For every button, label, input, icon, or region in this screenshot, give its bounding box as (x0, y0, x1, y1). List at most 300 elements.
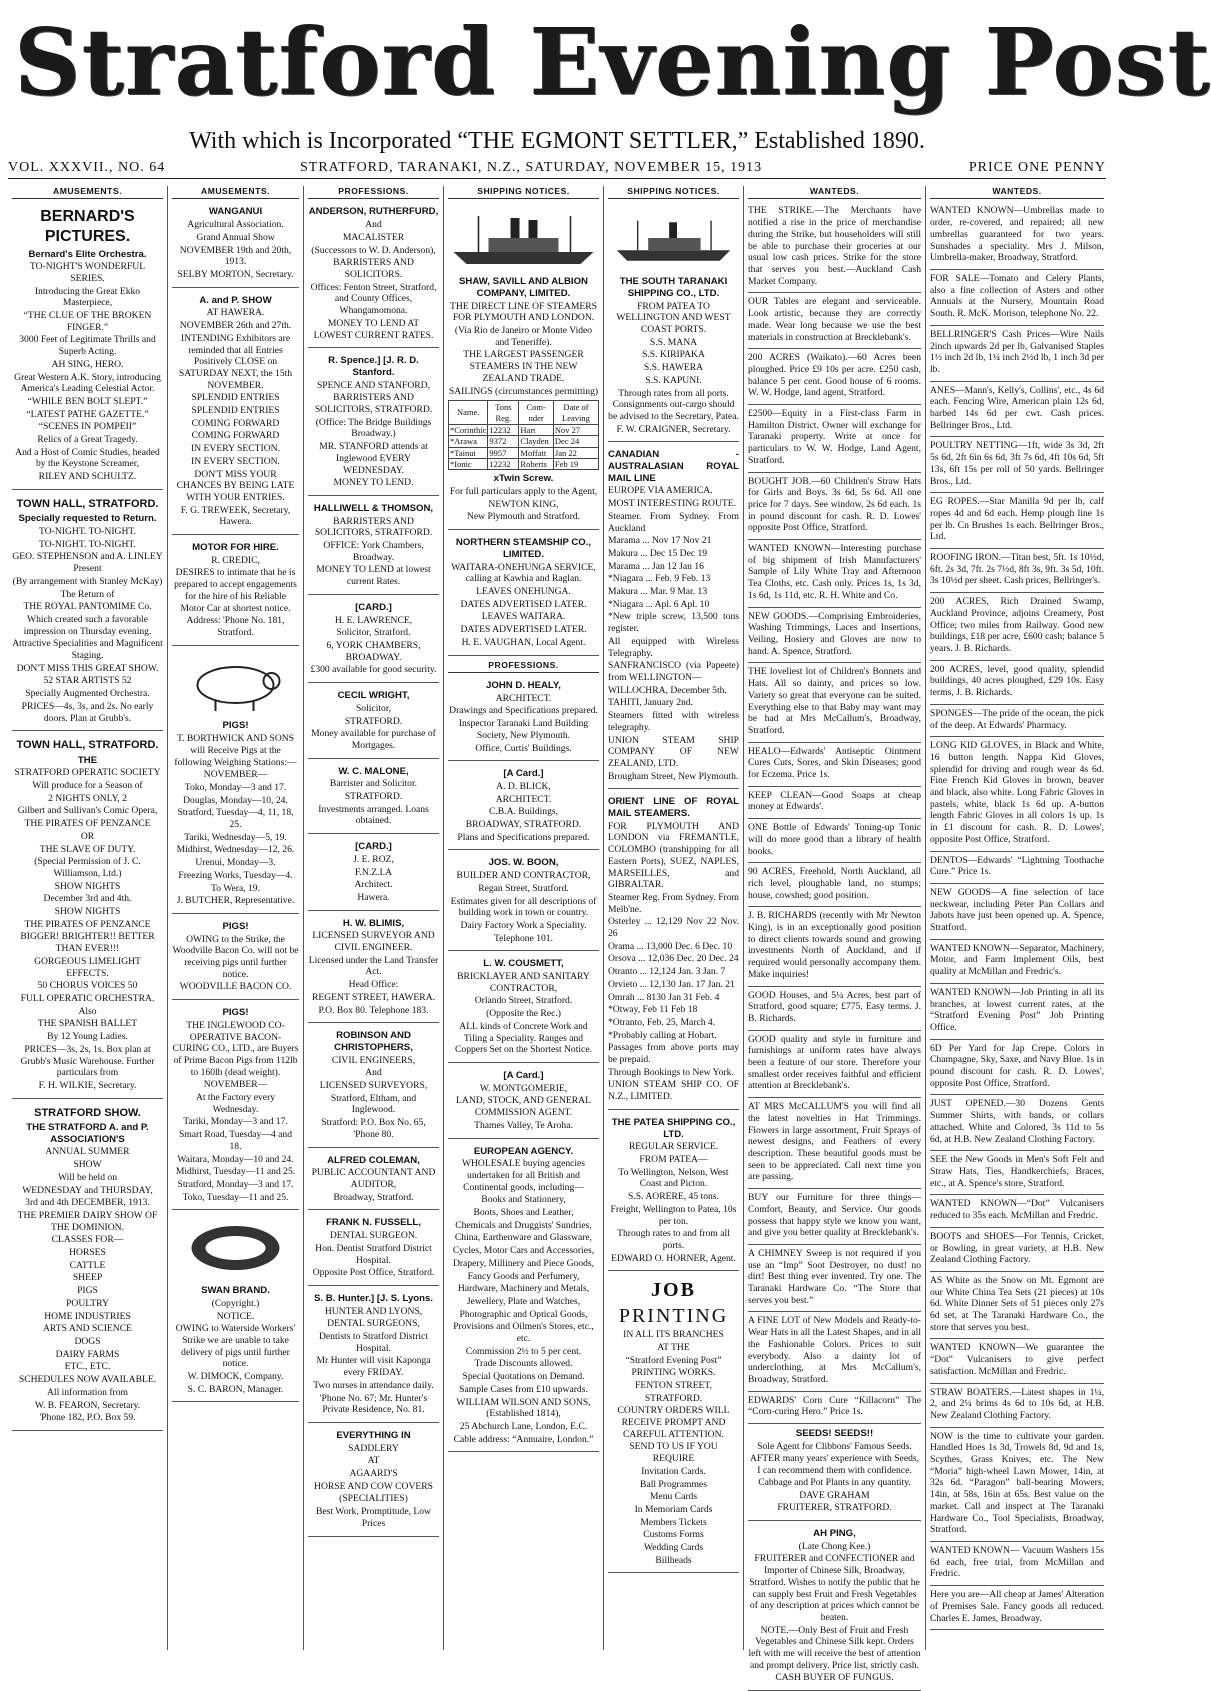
text-line: SAILINGS (circumstances permitting) (448, 385, 599, 397)
text-line: ARCHITECT. (495, 793, 552, 805)
card-cousmett (448, 955, 599, 1063)
text-line: Bernard's Elite Orchestra. (28, 248, 147, 260)
text-line: DAVE GRAHAM (799, 1489, 870, 1501)
text-line: BIGGER! BRIGHTER!! BETTER THAN EVER!!! (20, 931, 155, 955)
text-line: CLASSES FOR— (51, 1234, 124, 1246)
text-line: S.S. KIRIPAKA (642, 349, 705, 361)
text-line: F. W. CRAIGNER, Secretary. (616, 423, 731, 435)
text-line: (SPECIALITIES) (339, 1493, 408, 1505)
text-line: THE ROYAL PANTOMIME Co. (23, 601, 152, 613)
classified-ad: DENTOS—Edwards' “Lightning Toothache Cure.” Price 1s. (930, 853, 1104, 884)
text-line: Fancy Goods and Perfumery, (467, 1270, 580, 1282)
text-line: HORSES (69, 1247, 106, 1259)
classified-ad: ANES—Mann's, Kelly's, Collins', etc., 4s 6d each. Fencing Wire, American plain 12s 6d, barbed 14s 6d per cwt. Cash prices. Bellringer Bros., Ltd. (930, 383, 1104, 438)
text-line: “THE CLUE OF THE BROKEN FINGER.” (23, 310, 152, 333)
text-line: DENTAL SURGEON. (329, 1230, 418, 1242)
text-line: Provisions and Oilmen's Stores, etc., etc. (453, 1321, 594, 1345)
classified-ad: FOR SALE—Tomato and Celery Plants, also a fine collection of Asters and other Annuals at the Nursery, Mountain Road South. R. McK. Morison, telephone No. 22. (930, 271, 1104, 326)
text-line: Waitara, Monday—10 and 24. (177, 1153, 294, 1165)
classified-ad: BUY our Furniture for three things—Comfort, Beauty, and Service. Our goods possess that happy style we know you want, and give you better quality at Brecklebank's. (748, 1190, 921, 1245)
text-line: TO-NIGHT. TO-NIGHT. (39, 538, 136, 550)
text-line: Dentists to Stratford District Hospital. (319, 1331, 428, 1354)
text-line: ALFRED COLEMAN, (327, 1154, 420, 1166)
text-line: F.N.Z.I.A (354, 866, 393, 878)
text-line: (Late Chong Kee.) (798, 1540, 871, 1552)
text-line: MOST INTERESTING ROUTE. (608, 498, 737, 510)
text-line: ORIENT LINE OF ROYAL MAIL STEAMERS. (608, 796, 739, 820)
text-line: xTwin Screw. (493, 473, 554, 485)
text-line: Which created such a favorable impression on Thursday evening. (23, 613, 152, 637)
text-line: China, Earthenware and Glassware, (454, 1232, 593, 1244)
ad-pigs-inglewood (172, 1004, 299, 1210)
text-line: COUNTRY ORDERS WILL RECEIVE PROMPT AND CAREFUL ATTENTION. (617, 1405, 730, 1440)
text-line: Address: 'Phone No. 181, Stratford. (186, 615, 285, 638)
ad-title: TOWN HALL, STRATFORD. (16, 497, 159, 510)
text-line: DOGS (74, 1335, 101, 1347)
card-fussell (308, 1214, 439, 1286)
text-line: Billheads (655, 1554, 692, 1566)
sailings-cell: *Arawa (449, 436, 488, 447)
text-line: STRATFORD. (344, 791, 403, 803)
text-line: THE SLAVE OF DUTY. (39, 843, 136, 855)
text-line: (Copyright.) (211, 1297, 260, 1309)
text-line: AFTER many years' experience with Seeds, I can recommend them with confidence. Cabbage and Pot Plants in any quantity. (749, 1453, 920, 1488)
column-header: PROFESSIONS. (308, 186, 439, 199)
text-line: SWAN BRAND. (201, 1285, 270, 1297)
text-line: Broadway, Stratford. (333, 1191, 414, 1203)
text-line: DATES ADVERTISED LATER. (460, 624, 587, 636)
text-line: ALL kinds of Concrete Work and Tiling a Speciality. Ranges and Coppers Set on the Shortest Notice. (455, 1020, 592, 1056)
card-coleman (308, 1152, 439, 1211)
text-line: EDWARD O. HORNER, Agent. (611, 1252, 736, 1264)
text-line: Through Bookings to New York. (608, 1066, 734, 1078)
text-line: Freight, Wellington to Patea, 10s per ton. (610, 1203, 737, 1227)
sailings-row (449, 459, 599, 470)
text-line: SPLENDID ENTRIES (191, 405, 280, 417)
sailings-cell: Feb 19 (553, 459, 598, 470)
text-line: Stratford, Eltham, and Inglewood. (330, 1092, 417, 1116)
text-line: 2 NIGHTS ONLY, 2 (48, 792, 127, 804)
text-line: HUNTER AND LYONS, (324, 1305, 423, 1317)
text-line: 'Phone No. 67; Mr. Hunter's Private Residence, No. 81. (319, 1392, 428, 1416)
text-line: S.S. AORERE, 45 tons. (628, 1191, 719, 1203)
text-line: EUROPE VIA AMERICA. (608, 485, 713, 497)
text-line: Ball Programmes (640, 1478, 707, 1490)
text-line: THE PATEA SHIPPING CO., LTD. (611, 1116, 736, 1140)
text-line: Urenui, Monday—3. (195, 857, 276, 869)
text-line: “Stratford Evening Post” (625, 1354, 722, 1366)
text-line: And a Host of Comic Studies, headed by the Keystone Screamer, (15, 446, 160, 470)
text-line: P.O. Box 80. Telephone 183. (318, 1004, 429, 1016)
classified-ad: THE loveliest lot of Children's Bonnets and Hats. All so dainty, and prices so low. Variety so great that everyone can be suited. Everything else to that Baby may want may be had at Mrs McCallum's, Broadway, Stratford. (748, 664, 921, 742)
text-line: “WHILE BEN BOLT SLEPT.” (27, 395, 148, 407)
text-line: TO-NIGHT'S WONDERFUL SERIES. (29, 261, 146, 284)
card-cecil-wright (308, 687, 439, 759)
text-line: FENTON STREET, (635, 1379, 712, 1391)
classified-ad: JUST OPENED.—30 Dozens Gents Summer Shirts, with bands, or collars attached. White and Colored, 3s 11d to 5s 6d, at H.B. New Zealand Clothing Factory. (930, 1096, 1104, 1151)
text-line: PRINTING WORKS. (631, 1367, 716, 1379)
text-line: Drapery, Millinery and Piece Goods, (452, 1257, 595, 1269)
text-line: In Memoriam Cards (634, 1503, 713, 1515)
ad-bernards-pictures (12, 203, 163, 489)
text-line: SEND TO US IF YOU REQUIRE (629, 1441, 718, 1465)
text-line: T. BORTHWICK AND SONS will Receive Pigs at the following Weighing Stations:— (174, 733, 297, 768)
text-line: FRUITERER, STRATFORD. (777, 1502, 892, 1514)
text-line: CECIL WRIGHT, (337, 690, 410, 702)
ad-ah-ping (748, 1525, 921, 1691)
text-line: Inspector Taranaki Land Building Society, New Plymouth. (458, 718, 589, 741)
text-line: LAND, STOCK, AND GENERAL COMMISSION AGENT. (456, 1095, 591, 1119)
text-line: NOVEMBER 19th and 20th, 1913. (179, 244, 292, 268)
sailings-cell: *Tainui (449, 447, 488, 458)
classified-ad: WANTED KNOWN—Job Printing in all its branches, at lowest current rates, at the “Stratford Evening Post” Job Printing Office. (930, 985, 1104, 1040)
text-line: AT HAWERA. (206, 307, 265, 319)
text-line: L. W. COUSMETT, (483, 958, 564, 970)
text-line: Menu Cards (649, 1491, 698, 1503)
text-line: RILEY AND SCHULTZ. (38, 471, 137, 483)
text-line: SHEEP (72, 1272, 103, 1284)
sailings-cell: Roberts (519, 459, 554, 470)
card-roz (308, 838, 439, 911)
card-spence-stanford (308, 352, 439, 496)
text-line: STRATFORD. (344, 715, 403, 727)
text-line: WILLIAM WILSON AND SONS, (Established 1814), (456, 1396, 591, 1420)
classified-ad: NEW GOODS—A fine selection of lace neckwear, including Peter Pan Collars and Jabots have just been opened up. A. Spence, Stratford. (930, 885, 1104, 940)
text-line: Tariki, Wednesday—5, 19. (184, 831, 287, 843)
text-line: At the Factory every Wednesday. (195, 1092, 276, 1115)
text-line: Attractive Specialities and Magnificent Staging. (12, 638, 163, 662)
text-line: S. B. Hunter.] [J. S. Lyons. (313, 1292, 434, 1304)
text-line: JOHN D. HEALY, (486, 680, 561, 691)
text-line: HOME INDUSTRIES (44, 1310, 131, 1322)
column-professions (304, 186, 444, 1650)
text-line: W. MONTGOMERIE, (479, 1082, 568, 1094)
text-line: CASH BUYER OF FUNGUS. (775, 1672, 894, 1684)
text-line: Through rates to and from all ports. (617, 1228, 730, 1251)
text-line: Steamer. From Sydney. From Auckland (608, 510, 739, 534)
text-line: 25 Abchurch Lane, London, E.C. (459, 1420, 588, 1432)
classified-ad: BOOTS and SHOES—For Tennis, Cricket, or Bowling, in great variety, at H.B. New Zealand Clothing Factory. (930, 1229, 1104, 1272)
text-line: Midhirst, Tuesday—11 and 25. (175, 1166, 296, 1178)
column-shipping-2 (604, 186, 744, 1650)
text-line: Hardware, Machinery and Metals, (457, 1283, 590, 1295)
text-line: Relics of a Great Tragedy. (37, 434, 138, 446)
text-line: Stratford, Monday—3 and 17. (177, 1179, 294, 1190)
text-line: F. G. TREWEEK, Secretary, Hawera. (180, 504, 291, 528)
text-line: POULTRY (66, 1297, 109, 1309)
text-line: SHOW NIGHTS (54, 880, 121, 892)
sailings-cell: Jan 22 (553, 447, 598, 458)
sailings-row (449, 436, 599, 447)
text-line: Jewellery, Plate and Watches, (466, 1295, 581, 1307)
text-line: Toko, Tuesday—11 and 25. (182, 1191, 289, 1203)
text-line: NOVEMBER— (203, 1079, 268, 1091)
text-line: Specially Augmented Orchestra. (25, 688, 150, 700)
column-header: AMUSEMENTS. (172, 186, 299, 199)
column-shipping-1 (444, 186, 604, 1650)
text-line: SELBY MORTON, Secretary. (177, 269, 294, 280)
text-line: ARTS AND SCIENCE (43, 1323, 132, 1335)
text-line: F. H. WILKIE, Secretary. (38, 1079, 137, 1091)
text-line: BUILDER AND CONTRACTOR, (456, 870, 591, 882)
classified-ad: ONE Bottle of Edwards' Toning-up Tonic will do more good than a library of health books. (748, 820, 921, 863)
classified-ad: WANTED KNOWN—“Dot” Vulcanisers reduced to 35s each. McMillan and Fredric. (930, 1196, 1104, 1227)
ad-northern-steamship (448, 534, 599, 655)
text-line: To Wera, 19. (211, 882, 260, 894)
text-line: W. B. FEARON, Secretary. (34, 1399, 141, 1411)
text-line: LEAVES ONEHUNGA. (476, 586, 571, 597)
text-line: OWING to the Strike, the Woodville Bacon Co. will not be receiving pigs until further notice. (172, 933, 299, 980)
text-line: THE PIRATES OF PENZANCE (24, 918, 151, 930)
ad-title: BERNARD'S PICTURES. (40, 208, 135, 245)
sailings-cell: Clayden (519, 436, 554, 447)
text-line: Licensed under the Land Transfer Act. (308, 954, 439, 978)
classified-ad: HEALO—Edwards' Antiseptic Ointment Cures Cuts, Sores, and Skin Diseases; good for Eczema. Price 1s. (748, 744, 921, 787)
steamship-illustration (608, 208, 739, 268)
text-line: DATES ADVERTISED LATER. (460, 598, 587, 610)
classified-ad: Here you are—All cheap at James' Alteration of Premises Sale. Fancy goods all reduced. Charles E. James, Broadway. (930, 1587, 1104, 1630)
sailings-table (448, 400, 599, 470)
text-line: EUROPEAN AGENCY. (473, 1145, 574, 1157)
text-line: A. and P. SHOW (199, 294, 272, 306)
text-line: R. CREDIC, (211, 554, 260, 566)
text-line: SADDLERY (348, 1442, 399, 1454)
text-line: NORTHERN STEAMSHIP CO., LIMITED. (455, 537, 592, 560)
text-line: ETC., ETC. (64, 1361, 111, 1373)
ad-shaw-savill (448, 203, 599, 530)
text-line: AT (367, 1455, 380, 1467)
text-line: REGENT STREET, HAWERA. (311, 991, 436, 1003)
dateline-bar (8, 160, 1106, 179)
ad-orient-line (608, 793, 739, 1110)
text-line: CIVIL ENGINEERS, (331, 1054, 416, 1066)
text-line: Sample Cases from £10 upwards. (459, 1383, 588, 1395)
text-line: (Opposite the Rec.) (486, 1008, 561, 1020)
text-line: Hon. Dentist Stratford District Hospital. (315, 1242, 432, 1266)
text-line: LICENSED SURVEYORS, (319, 1080, 428, 1092)
classified-ad: 200 ACRES, level, good quality, splendid buildings, 40 acres ploughed, £29 10s. Easy terms, J. B. Richards. (930, 662, 1104, 705)
classified-ad: AT MRS McCALLUM'S you will find all the latest novelties in Hat Trimmings. Flowers in large assortment, Fruit Sprays of newest designs, and Feathers of every description. These beautiful goods must be seen to be appreciated. Call next time you are passing. (748, 1099, 921, 1189)
newspaper-subtitle: With which is Incorporated “THE EGMONT SETTLER,” Established 1890. (189, 128, 925, 154)
ad-operatic-society (12, 735, 163, 1098)
classified-ad: THE STRIKE.—The Merchants have notified a rise in the price of merchandise during the Strike, but householders will still be able to purchase their groceries at our usual low cash prices. Strike for the store that serves you best.—Auckland Cash Market Company. (748, 203, 921, 293)
text-line: Omrah ... 8130 Jan 31 Feb. 4 (608, 991, 720, 1003)
text-line: NOVEMBER— (203, 769, 268, 781)
text-line: Regan Street, Stratford. (478, 882, 569, 894)
text-line: STRATFORD OPERATIC SOCIETY (14, 767, 161, 779)
text-line: 50 CHORUS VOICES 50 (37, 980, 138, 992)
text-line: Agricultural Association. (187, 219, 284, 231)
card-anderson-rutherfurd (308, 203, 439, 348)
text-line: A. D. BLICK, (496, 780, 551, 792)
text-line: Osterley ... 12,129 Nov 22 Nov. 26 (608, 916, 739, 940)
classified-ad: EG ROPES.—Star Manilla 9d per lb, calf ropes 4d and 6d each. Hemp plough line 1s per lb. Cn Brushes 1s each. Bellringer Bros., Ltd. (930, 494, 1104, 549)
text-line: THE LARGEST PASSENGER STEAMERS IN THE NEW ZEALAND TRADE. (463, 349, 584, 384)
text-line: DAIRY FARMS (55, 1348, 120, 1360)
text-line: [A Card.] (503, 1069, 544, 1081)
text-line: PIGS! (222, 920, 249, 932)
text-line: Solicitor, (355, 702, 392, 714)
text-line: December 3rd and 4th. (43, 893, 132, 905)
text-line: Cable address: “Annuaire, London.” (453, 1433, 594, 1445)
text-line: All information from (47, 1386, 128, 1398)
text-line: Great Western A.K. Story, introducing America's Leading Celestial Actor. (14, 371, 161, 395)
text-line: DON'T MISS THIS GREAT SHOW. (16, 662, 159, 674)
text-line: IN ALL ITS BRANCHES (623, 1329, 724, 1341)
text-line: COMING FORWARD (191, 417, 280, 429)
text-line: S.S. KAPUNI. (645, 374, 702, 386)
text-line: Otranto ... 12,124 Jan. 3 Jan. 7 (608, 966, 726, 978)
text-line: 52 STAR ARTISTS 52 (43, 675, 132, 687)
text-line: Commission 2½ to 5 per cent. (465, 1345, 582, 1357)
column-header: SHIPPING NOTICES. (608, 186, 739, 199)
text-line: H. W. BLIMIS, (342, 917, 405, 929)
text-line: W. DIMOCK, Company. (187, 1371, 284, 1383)
text-line: JOB (651, 1279, 696, 1302)
text-line: EVERYTHING IN (336, 1429, 411, 1441)
ad-stratford-show (12, 1103, 163, 1431)
text-line: SHAW, SAVILL AND ALBION COMPANY, LIMITED. (459, 276, 588, 299)
text-line: WOODVILLE BACON CO. (179, 981, 292, 993)
card-blick (448, 765, 599, 850)
ad-agaards-saddlery (308, 1427, 439, 1537)
text-line: TO-NIGHT. TO-NIGHT. (39, 525, 136, 537)
text-line: OR (80, 830, 95, 842)
classified-ad: 6D Per Yard for Jap Crepe. Colors in Champagne, Sky, Saxe, and Navy Blue. 1s in pound discount for cash. R. D. Lowes', opposite Post Office, Stratford. (930, 1041, 1104, 1096)
card-hunter-lyons (308, 1290, 439, 1423)
text-line: BROADWAY, STRATFORD. (465, 819, 582, 831)
text-line: AT THE (657, 1341, 690, 1353)
text-line: SPLENDID ENTRIES (191, 392, 280, 404)
text-line: Grand Annual Show (196, 231, 275, 243)
text-line: Boots, Shoes and Leather, (473, 1207, 574, 1219)
text-line: FRANK N. FUSSELL, (326, 1217, 421, 1229)
text-line: [CARD.] (355, 601, 392, 613)
text-line: Customs Forms (643, 1529, 704, 1541)
text-line: GEO. STEPHENSON and A. LINLEY Present (12, 551, 163, 575)
card-montgomerie (448, 1067, 599, 1139)
sailings-cell: *Corinthic (450, 424, 487, 435)
text-line: Estimates given for all descriptions of building work in town or country. (450, 895, 597, 919)
sailings-cell: Hart (519, 424, 554, 435)
text-line: “SCENES IN POMPEII” (38, 421, 137, 433)
masthead (0, 0, 1211, 175)
text-line: Will produce for a Season of (32, 780, 143, 792)
text-line: SCHEDULES NOW AVAILABLE. (18, 1374, 157, 1386)
ad-south-taranaki-shipping (608, 203, 739, 442)
classified-ad: 200 ACRES, Rich Drained Swamp, Auckland Province, adjoins Creamery, Post Office; two miles from Railway. Good new buildings, £18 per acre, £600 cash; balance 5 years. J. B. Richards. (930, 594, 1104, 661)
sailings-column-header: Date of Leaving (553, 401, 598, 425)
text-line: Solicitor, Stratford. (336, 627, 411, 639)
text-line: And (365, 219, 382, 231)
text-line: And (365, 1067, 382, 1079)
text-line: MOTOR FOR HIRE. (192, 542, 279, 554)
text-line: Trade Discounts allowed. (474, 1358, 573, 1370)
text-line: Freezing Works, Tuesday—4. (178, 869, 293, 881)
text-line: DON'T MISS YOUR CHANCES BY BEING LATE WITH YOUR ENTRIES. (176, 468, 295, 503)
text-line: AH PING, (813, 1527, 856, 1539)
classified-ad: GOOD quality and style in furniture and furnishings at uniform rates have always been a feature of our store. Therefore your smallest order receives faithful and efficient attention at Brecklebank's. (748, 1032, 921, 1099)
text-line: J. BUTCHER, Representative. (176, 895, 295, 907)
swan-brand-pig-logo (172, 1219, 299, 1277)
ad-canadian-australasian (608, 446, 739, 789)
text-line: ANDERSON, RUTHERFURD, (308, 206, 439, 218)
text-line: S.S. HAWERA (643, 362, 704, 374)
column-header: WANTEDS. (930, 186, 1104, 199)
text-line: H. E. VAUGHAN, Local Agent. (461, 636, 586, 648)
card-blimis (308, 915, 439, 1024)
ad-european-agency (448, 1143, 599, 1453)
text-line: FROM PATEA TO WELLINGTON AND WEST COAST PORTS. (616, 300, 731, 335)
sailings-cell: *Ionic (449, 459, 488, 470)
card-malone (308, 763, 439, 835)
classified-ad: NEW GOODS.—Comprising Embroideries, Washing Trimmings, Laces and Insertions, Veiling, Hosiery and Gloves are now to hand. A. Spence, Stratford. (748, 609, 921, 664)
column-wanteds-1 (744, 186, 926, 1684)
text-line: 'Phone 182, P.O. Box 59. (39, 1412, 136, 1424)
text-line: *Otranto, Feb. 25, March 4. (608, 1016, 716, 1028)
classified-ad: EDWARDS' Corn Cure “Killacorn” The “Corn-curing Hero.” Price 1s. (748, 1393, 921, 1424)
text-line: *New triple screw, 13,500 tons register. (608, 611, 739, 635)
sailings-column-header: Name. (449, 401, 488, 425)
sailings-cell: Nov 27 (553, 424, 598, 435)
text-line: OWING to Waterside Workers' Strike we are unable to take delivery of pigs until further notice. (175, 1323, 296, 1370)
text-line: BRICKLAYER AND SANITARY CONTRACTOR, (457, 971, 590, 994)
text-line: Thames Valley, Te Aroha. (474, 1119, 573, 1131)
ad-job-printing (608, 1275, 739, 1573)
column-header: SHIPPING NOTICES. (448, 186, 599, 199)
text-line: Mr Hunter will visit Kaponga every FRIDAY. (316, 1355, 431, 1379)
sailings-column-header: Com-nder (519, 401, 554, 425)
text-line: C.B.A. Buildings, (488, 806, 559, 818)
classified-ad: ROOFING IRON.—Titan best, 5ft. 1s 10½d, 6ft. 2s 3d, 7ft. 2s 7½d, 8ft 3s, 9ft. 3s 5d, 10ft. 3s 10½d per sheet. Cash prices, Bellringer's. (930, 550, 1104, 593)
classified-ad: WANTED KNOWN—We guarantee the “Dot” Vulcanisers to give perfect satisfaction. McMillan and Fredric. (930, 1340, 1104, 1383)
text-line: Toko, Monday—3 and 17. (184, 781, 287, 793)
classified-ad: £2500—Equity in a First-class Farm in Hamilton District. Owner will exchange for Taranaki property. Write at once for particulars to W. W. Hodge, Land Agent, Stratford. (748, 406, 921, 473)
pig-illustration (172, 655, 299, 713)
text-line: UNION STEAM SHIP COMPANY OF NEW ZEALAND, LTD. (608, 734, 739, 769)
card-healy (448, 677, 599, 761)
text-line: [CARD.] (355, 841, 392, 853)
text-line: Architect. (354, 879, 393, 891)
text-line: IN EVERY SECTION. (191, 443, 280, 455)
text-line: THE DIRECT LINE OF STEAMERS FOR PLYMOUTH AND LONDON. (450, 300, 597, 324)
text-line: Drawings and Specifications prepared. (449, 705, 598, 717)
sailings-cell: Moffatt (519, 447, 554, 458)
classified-ad: KEEP CLEAN—Good Soaps at cheap money at Edwards'. (748, 788, 921, 819)
classified-ad: WANTED KNOWN—Separator, Machinery, Motor, and Farm Implement Oils, best quality at McMillan and Fredric's. (930, 941, 1104, 984)
text-line: PRICES—3s, 2s, 1s. Box plan at Grubb's Music Warehouse. Further particulars from (20, 1043, 155, 1079)
text-line: (By arrangement with Stanley McKay) (12, 575, 163, 587)
text-line: WAITARA-ONEHUNGA SERVICE, calling at Kawhia and Raglan. (451, 561, 596, 585)
text-line: NEWTON KING, (488, 498, 559, 510)
ad-title: STRATFORD SHOW. (34, 1106, 141, 1119)
text-line: BARRISTERS AND SOLICITORS. (333, 257, 414, 280)
text-line: Invitation Cards. (641, 1465, 706, 1477)
text-line: PIGS! (222, 1007, 249, 1019)
text-line: The Return of (60, 588, 115, 600)
classified-ad: POULTRY NETTING—1ft, wide 3s 3d, 2ft 5s 6d, 2ft 6in 6s 6d, 3ft 7s 6d, 4ft 10s 6d, 5ft 13s, 6ft 15s per roll of 50 yards. Bellringer Bros., Ltd. (930, 438, 1104, 493)
text-line: AH SING, HERO. (51, 358, 124, 370)
text-line: UNION STEAM SHIP CO. OF N.Z., LIMITED. (608, 1079, 739, 1103)
text-line: PUBLIC ACCOUNTANT AND AUDITOR, (311, 1167, 436, 1190)
text-line: Hawera. (357, 891, 390, 903)
text-line: *Niagara ... Feb. 9 Feb. 13 (608, 573, 711, 585)
text-line: NOVEMBER 26th and 27th. (179, 320, 292, 332)
text-line: *Probably calling at Hobart. (608, 1029, 717, 1041)
text-line: 3rd and 4th DECEMBER, 1913. (25, 1197, 150, 1209)
card-halliwell-thomson (308, 500, 439, 595)
text-line: NOTICE. (216, 1310, 255, 1322)
